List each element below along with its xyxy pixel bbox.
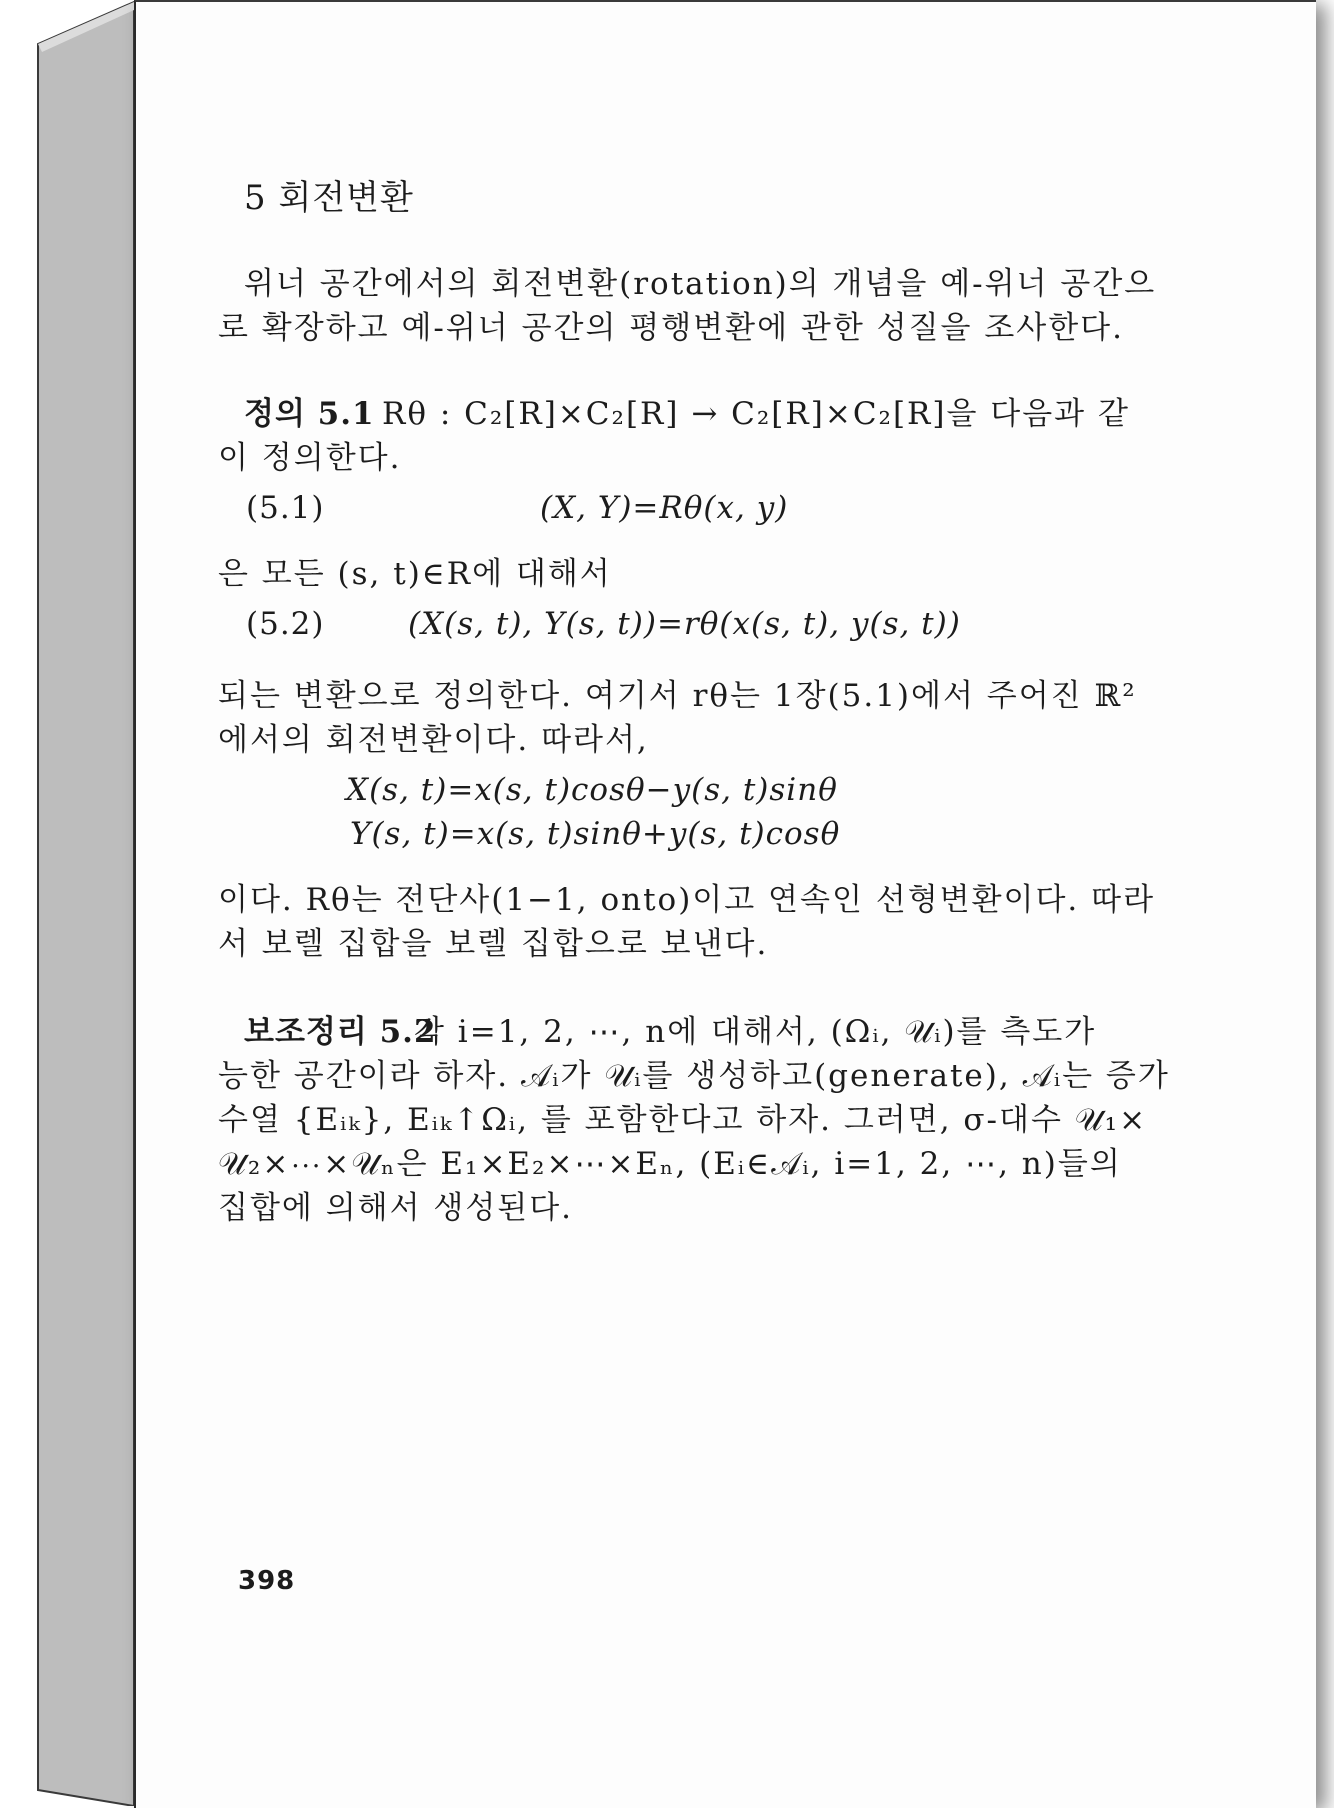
lemma-line-3: 수열 {Eᵢₖ}, Eᵢₖ↑Ωᵢ, 를 포함한다고 하자. 그러면, σ-대수 𝒰₁× — [218, 1102, 1148, 1138]
book-spine — [0, 0, 140, 1806]
page-number: 398 — [238, 1566, 296, 1596]
definition-line-1: Rθ : C₂[R]×C₂[R] → C₂[R]×C₂[R]을 다음과 같 — [382, 396, 1130, 432]
definition-line-2: 이 정의한다. — [218, 440, 402, 476]
definition-end-line-2: 서 보렐 집합을 보렐 집합으로 보낸다. — [218, 926, 769, 962]
definition-after-line-1: 되는 변환으로 정의한다. 여기서 rθ는 1장(5.1)에서 주어진 ℝ² — [218, 678, 1137, 714]
rotation-formula-y: Y(s, t)=x(s, t)sinθ+y(s, t)cosθ — [350, 816, 841, 852]
equation-5-2: (X(s, t), Y(s, t))=rθ(x(s, t), y(s, t)) — [408, 606, 961, 642]
section-heading: 5 회전변환 — [244, 178, 414, 218]
intro-line-2: 로 확장하고 예-위너 공간의 평행변환에 관한 성질을 조사한다. — [218, 310, 1124, 346]
lemma-label: 보조정리 5.2 — [244, 1014, 437, 1050]
equation-number-5-1: (5.1) — [246, 490, 325, 526]
intro-line-1: 위너 공간에서의 회전변환(rotation)의 개념을 예-위너 공간으 — [244, 266, 1157, 302]
lemma-line-2: 능한 공간이라 하자. 𝒜ᵢ가 𝒰ᵢ를 생성하고(generate), 𝒜ᵢ는 증가 — [218, 1058, 1170, 1094]
book-page — [134, 0, 1316, 1808]
rotation-formula-x: X(s, t)=x(s, t)cosθ−y(s, t)sinθ — [346, 772, 838, 808]
equation-5-1: (X, Y)=Rθ(x, y) — [540, 490, 789, 526]
lemma-line-4: 𝒰₂×⋯×𝒰ₙ은 E₁×E₂×⋯×Eₙ, (Eᵢ∈𝒜ᵢ, i=1, 2, ⋯, n)들의 — [218, 1146, 1122, 1182]
equation-number-5-2: (5.2) — [246, 606, 325, 642]
lemma-line-5: 집합에 의해서 생성된다. — [218, 1190, 574, 1226]
definition-end-line-1: 이다. Rθ는 전단사(1−1, onto)이고 연속인 선형변환이다. 따라 — [218, 882, 1156, 918]
definition-label: 정의 5.1 — [244, 396, 375, 432]
lemma-line-1: 각 i=1, 2, ⋯, n에 대해서, (Ωᵢ, 𝒰ᵢ)를 측도가 — [414, 1014, 1097, 1050]
definition-after-line-2: 에서의 회전변환이다. 따라서, — [218, 722, 649, 758]
definition-between-text: 은 모든 (s, t)∈R에 대해서 — [218, 556, 612, 592]
